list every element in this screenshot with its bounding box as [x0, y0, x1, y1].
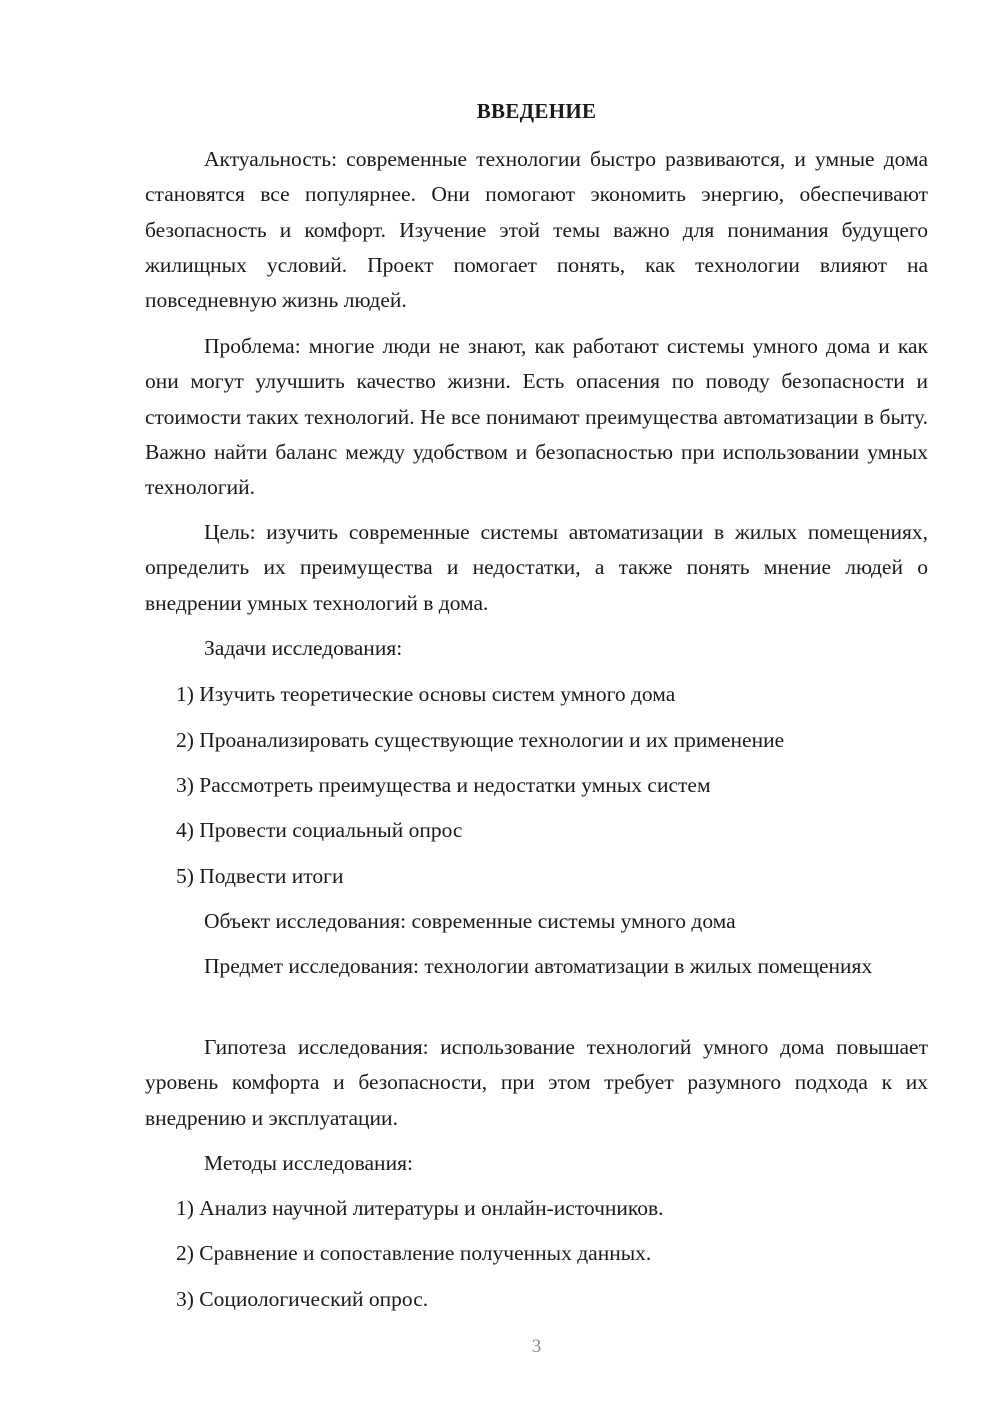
hypothesis-paragraph: Гипотеза исследования: использование технологий умного дома повышает уровень комфорта и безопасности, при этом требует разумного подхода к их внедрению и эксплуатации.: [145, 1035, 928, 1130]
page-number: 3: [531, 1336, 542, 1357]
method-item-3: 3) Социологический опрос.: [176, 1287, 429, 1311]
task-item-3: 3) Рассмотреть преимущества и недостатки умных систем: [176, 773, 711, 797]
document-page: [145, 0, 928, 1414]
page-title: ВВЕДЕНИЕ: [476, 99, 597, 123]
method-item-1: 1) Анализ научной литературы и онлайн-источников.: [176, 1196, 664, 1220]
tasks-heading: Задачи исследования:: [204, 636, 403, 660]
goal-paragraph: Цель: изучить современные системы автоматизации в жилых помещениях, определить их преимущества и недостатки, а также понять мнение людей о внедрении умных технологий в дома.: [145, 520, 928, 615]
task-item-1: 1) Изучить теоретические основы систем умного дома: [176, 682, 676, 706]
relevance-paragraph: Актуальность: современные технологии быстро развиваются, и умные дома становятся все популярнее. Они помогают экономить энергию, обеспечивают безопасность и комфорт. Изучение этой темы важно для понимания будущего жилищных условий. Проект помогает понять, как технологии влияют на повседневную жизнь людей.: [145, 147, 928, 313]
method-item-2: 2) Сравнение и сопоставление полученных данных.: [176, 1241, 652, 1265]
problem-paragraph: Проблема: многие люди не знают, как работают системы умного дома и как они могут улучшить качество жизни. Есть опасения по поводу безопасности и стоимости таких технологий. Не все понимают преимущества автоматизации в быту. Важно найти баланс между удобством и безопасностью при использовании умных технологий.: [145, 334, 928, 500]
research-object: Объект исследования: современные системы умного дома: [204, 909, 736, 933]
task-item-4: 4) Провести социальный опрос: [176, 818, 463, 842]
research-subject-paragraph: Предмет исследования: технологии автоматизации в жилых помещениях: [204, 954, 873, 978]
task-item-2: 2) Проанализировать существующие технологии и их применение: [176, 728, 785, 752]
methods-heading: Методы исследования:: [204, 1151, 413, 1175]
task-item-5: 5) Подвести итоги: [176, 864, 344, 888]
